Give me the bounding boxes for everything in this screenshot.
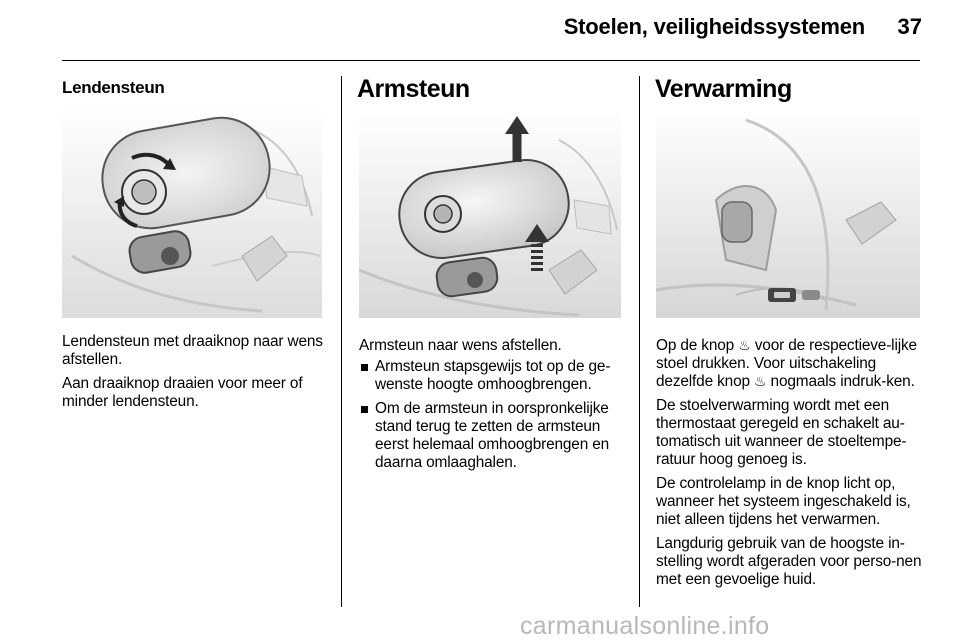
heating-paragraph-4: Langdurig gebruik van de hoogste in-stelling wordt afgeraden voor perso-nen met een gevoelige huid. [656, 535, 922, 588]
column-divider-1 [341, 76, 342, 607]
armrest-illustration [359, 110, 621, 318]
watermark: carmanualsonline.info [520, 612, 770, 640]
heating-text [656, 337, 924, 595]
lumbar-paragraph-2: Aan draaiknop draaien voor meer of minder lendensteun. [62, 375, 303, 410]
armrest-intro: Armsteun naar wens afstellen. [359, 337, 562, 354]
seat-heating-icon: ♨ [754, 374, 767, 390]
bullet-marker [361, 364, 368, 371]
page-header-title: Stoelen, veiligheidssystemen [563, 14, 865, 39]
lumbar-paragraph-1: Lendensteun met draaiknop naar wens afstellen. [62, 333, 323, 368]
heading-lumbar: Lendensteun [62, 78, 165, 97]
armrest-text [359, 337, 627, 478]
bullet-marker [361, 406, 368, 413]
lumbar-support-illustration [62, 106, 322, 318]
heating-p1-start: Op de knop [656, 337, 739, 354]
heating-p1-middle: voor de respectieve-lijke stoel drukken. Voor uitschakeling dezelfde knop [656, 337, 917, 390]
heating-paragraph-3: De controlelamp in de knop licht op, wanneer het systeem ingeschakeld is, niet alleen tijdens het verwarmen. [656, 475, 911, 528]
armrest-bullet-list [359, 358, 627, 472]
heating-p1-end: nogmaals indruk-ken. [766, 373, 915, 390]
lumbar-text [62, 333, 324, 417]
heading-heating: Verwarming [655, 75, 792, 103]
column-divider-2 [639, 76, 640, 607]
heading-armrest: Armsteun [357, 75, 470, 103]
heating-paragraph-2: De stoelverwarming wordt met een thermostaat geregeld en schakelt au-tomatisch uit wanneer de stoeltempe-ratuur hoog genoeg is. [656, 397, 907, 468]
list-item [359, 400, 627, 472]
seat-heating-illustration [656, 110, 920, 318]
header-rule [62, 60, 920, 61]
page-number: 37 [897, 14, 922, 39]
list-item [359, 358, 627, 394]
seat-heating-icon: ♨ [738, 338, 751, 354]
armrest-bullet-1: Armsteun stapsgewijs tot op de ge-wenste hoogte omhoogbrengen. [375, 358, 611, 393]
armrest-bullet-2: Om de armsteun in oorspronkelijke stand terug te zetten de armsteun eerst helemaal omhoogbrengen en daarna omlaaghalen. [375, 400, 610, 471]
heating-paragraph-1 [656, 337, 924, 391]
